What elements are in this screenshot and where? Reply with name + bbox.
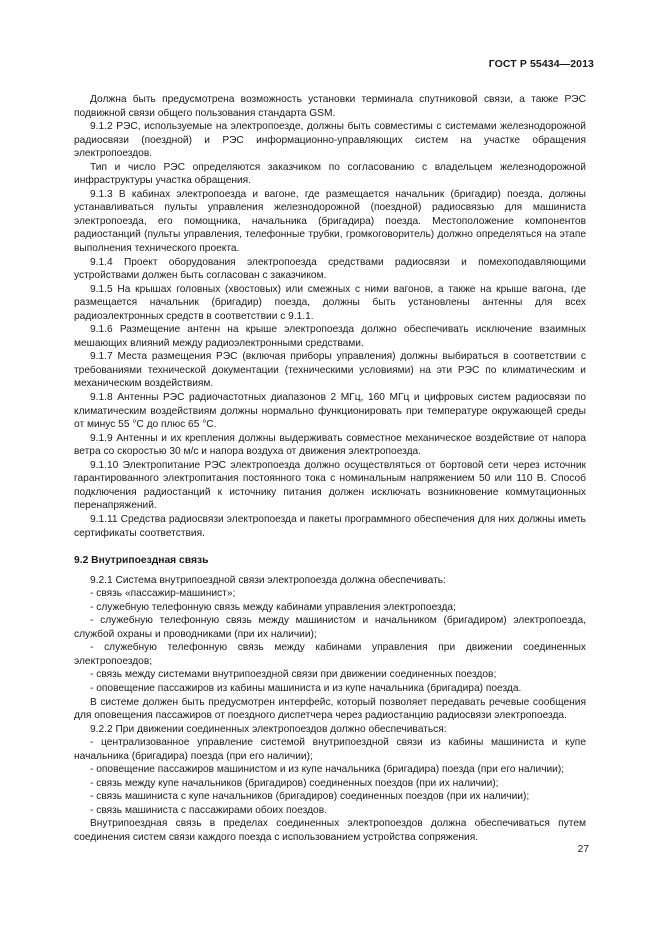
list-item: - связь машиниста с пассажирами обоих поездов. — [90, 804, 327, 816]
paragraph: Должна быть предусмотрена возможность установки терминала спутниковой связи, а также РЭС подвижной связи общего пользования стандарта GSM. — [74, 94, 586, 119]
paragraph: 9.1.8 Антенны РЭС радиочастотных диапазонов 2 МГц, 160 МГц и цифровых систем радиосвязи по климатическим воздействиям должны нормально функционировать при температуре окружающей среды от минус 55 °С до плюс 65 °С. — [74, 392, 586, 431]
document-header: ГОСТ Р 55434—2013 — [488, 58, 594, 70]
list-item: - оповещение пассажиров из кабины машиниста и из купе начальника (бригадира) поезда. — [90, 682, 522, 694]
list-item: - связь «пассажир-машинист»; — [90, 588, 236, 600]
paragraph: 9.1.11 Средства радиосвязи электропоезда и пакеты программного обеспечения для них должны иметь сертификаты соответствия. — [74, 513, 586, 539]
section-heading: 9.2 Внутрипоездная связь — [74, 555, 209, 567]
paragraph: Внутрипоездная связь в пределах соединенных электропоездов должна обеспечиваться путем соединения систем связи каждого поезда с использованием устройства сопряжения. — [74, 818, 586, 843]
page-number: 27 — [577, 844, 589, 855]
document-body — [74, 93, 586, 845]
list-item: - служебную телефонную связь между кабинами управления при движении соединенных электропоездов; — [74, 642, 586, 667]
list-item: - связь между системами внутрипоездной связи при движении соединенных поездов; — [90, 669, 497, 681]
paragraph: В системе должен быть предусмотрен интерфейс, который позволяет передавать речевые сообщения для оповещения пассажиров от поездного диспетчера через радиостанцию радиосвязи электропоезда. — [74, 696, 586, 722]
list-item: - связь машиниста с купе начальников (бригадиров) соединенных поездов (при их наличии); — [90, 791, 530, 803]
paragraph: 9.2.2 При движении соединенных электропоездов должно обеспечиваться: — [90, 723, 447, 735]
paragraph: 9.2.1 Система внутрипоездной связи электропоезда должна обеспечивать: — [90, 574, 446, 586]
list-item: - связь между купе начальников (бригадиров) соединенных поездов (при их наличии); — [90, 777, 499, 789]
paragraph: 9.1.5 На крышах головных (хвостовых) или смежных с ними вагонов, а также на крыше вагона, где размещается начальник (бригадир) поезда, должны быть установлены антенны для всех радиоэлектронных средств в соответствии с 9.1.1. — [74, 283, 586, 322]
list-item: - оповещение пассажиров машинистом и из купе начальника (бригадира) поезда (при его наличии); — [90, 764, 565, 776]
paragraph: Тип и число РЭС определяются заказчиком по согласованию с владельцем железнодорожной инфраструктуры участка обращения. — [74, 161, 586, 187]
paragraph: 9.1.4 Проект оборудования электропоезда средствами радиосвязи и помехоподавляющими устройствами должен быть согласован с заказчиком. — [74, 256, 586, 282]
list-item: - служебную телефонную связь между кабинами управления электропоезда; — [90, 601, 456, 613]
list-item: - служебную телефонную связь между машинистом и начальником (бригадиром) электропоезда, службой охраны и проводниками (при их наличии); — [74, 615, 586, 640]
paragraph: 9.1.7 Места размещения РЭС (включая приборы управления) должны выбираться в соответствии с требованиями технической документации (техническими условиями) на эти РЭС по климатическим и механическим воздействиям. — [74, 351, 586, 390]
paragraph: 9.1.2 РЭС, используемые на электропоезде, должны быть совместимы с системами железнодорожной радиосвязи (поездной) и РЭС информационно-управляющих систем на участке обращения электропоездов. — [74, 121, 586, 160]
paragraph: 9.1.9 Антенны и их крепления должны выдерживать совместное механическое воздействие от напора ветра со скоростью 30 м/с и напора воздуха от движения электропоезда. — [74, 432, 586, 458]
paragraph: 9.1.6 Размещение антенн на крыше электропоезда должно обеспечивать исключение взаимных мешающих влияний между радиоэлектронными средствами. — [74, 324, 586, 349]
paragraph: 9.1.3 В кабинах электропоезда и вагоне, где размещается начальник (бригадир) поезда, должны устанавливаться пульты управления железнодорожной (поездной) радиосвязью для машиниста электропоезда, его помощника, начальника (бригадира) поезда. Местоположение компонентов радиостанций (пульты управления, телефонные трубки, громкоговоритель) должно определяться на этапе выполнения технического проекта. — [74, 188, 586, 255]
list-item: - централизованное управление системой внутрипоездной связи из кабины машиниста и купе начальника (бригадира) поезда (при его наличии); — [74, 737, 586, 762]
paragraph: 9.1.10 Электропитание РЭС электропоезда должно осуществляться от бортовой сети через источник гарантированного электропитания постоянного тока с номинальным напряжением 50 или 110 В. Способ подключения радиостанций к источнику питания должен исключать возникновение коммутационных перенапряжений. — [74, 459, 586, 512]
